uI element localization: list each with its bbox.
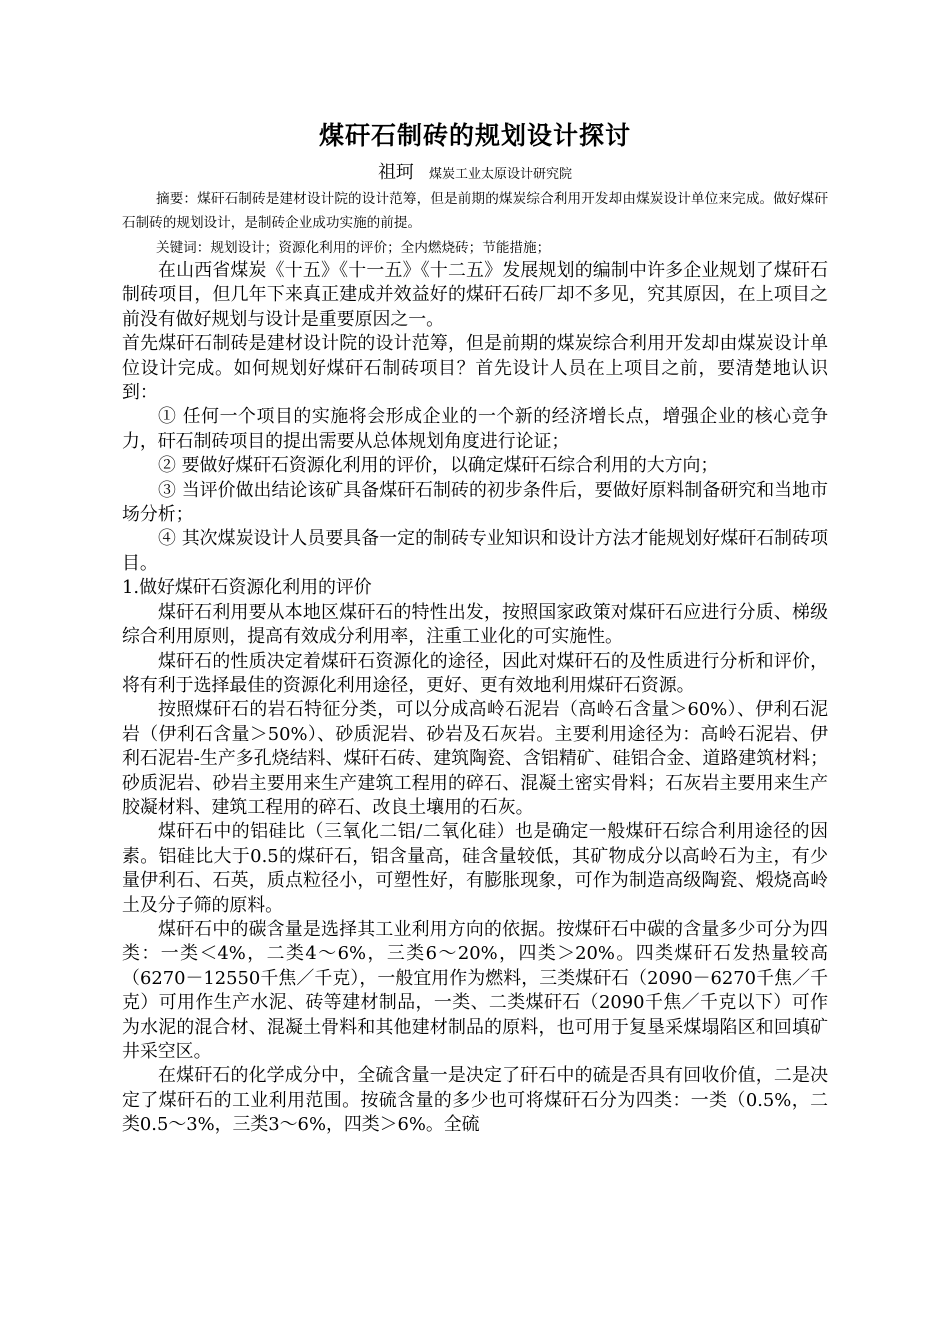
paragraph: 按照煤矸石的岩石特征分类，可以分成高岭石泥岩（高岭石含量＞60%）、伊利石泥岩（伊利石含量＞50%）、砂质泥岩、砂岩及石灰岩。主要利用途径为：高岭石泥岩、伊利石泥岩-生产多孔烧结料、煤矸石砖、建筑陶瓷、含铝精矿、硅铝合金、道路建筑材料；砂质泥岩、砂岩主要用来生产建筑工程用的碎石、混凝土密实骨料；石灰岩主要用来生产胶凝材料、建筑工程用的碎石、改良土壤用的石灰。 (122, 699, 828, 818)
abstract: 摘要：煤矸石制砖是建材设计院的设计范筹，但是前期的煤炭综合利用开发却由煤炭设计单位来完成。做好煤矸石制砖的规划设计，是制砖企业成功实施的前提。 (122, 191, 828, 231)
list-item: ④ 其次煤炭设计人员要具备一定的制砖专业知识和设计方法才能规划好煤矸石制砖项目。 (122, 528, 828, 574)
paragraph: 煤矸石的性质决定着煤矸石资源化的途径，因此对煤矸石的及性质进行分析和评价，将有利于选择最佳的资源化利用途径，更好、更有效地利用煤矸石资源。 (122, 650, 828, 696)
author-affiliation: 煤炭工业太原设计研究院 (429, 167, 573, 182)
paragraph: 煤矸石中的碳含量是选择其工业利用方向的依据。按煤矸石中碳的含量多少可分为四类：一类＜4%，二类4～6%，三类6～20%，四类＞20%。四类煤矸石发热量较高（6270－12550千焦／千克），一般宜用作为燃料，三类煤矸石（2090－6270千焦／千克）可用作生产水泥、砖等建材制品，一类、二类煤矸石（2090千焦／千克以下）可作为水泥的混合材、混凝土骨料和其他建材制品的原料，也可用于复垦采煤塌陷区和回填矿井采空区。 (122, 918, 828, 1062)
body-text (122, 259, 828, 1138)
paragraph: 在煤矸石的化学成分中，全硫含量一是决定了矸石中的硫是否具有回收价值，二是决定了煤矸石的工业利用范围。按硫含量的多少也可将煤矸石分为四类：一类（0.5%，二类0.5～3%，三类3～6%，四类＞6%。全硫 (122, 1065, 828, 1136)
keywords: 关键词：规划设计；资源化利用的评价；全内燃烧砖；节能措施； (156, 240, 551, 256)
list-item: ③ 当评价做出结论该矿具备煤矸石制砖的初步条件后，要做好原料制备研究和当地市场分析； (122, 479, 828, 526)
section-heading: 1.做好煤矸石资源化利用的评价 (122, 577, 372, 599)
paragraph: 在山西省煤炭《十五》《十一五》《十二五》发展规划的编制中许多企业规划了煤矸石制砖项目，但几年下来真正建成并效益好的煤矸石砖厂却不多见，究其原因，在上项目之前没有做好规划与设计是重要原因之一。 (122, 260, 828, 330)
list-item: ② 要做好煤矸石资源化利用的评价，以确定煤矸石综合利用的大方向； (158, 455, 719, 477)
paragraph: 煤矸石中的铝硅比（三氧化二铝/二氧化硅）也是确定一般煤矸石综合利用途径的因素。铝硅比大于0.5的煤矸石，铝含量高，硅含量较低，其矿物成分以高岭石为主，有少量伊利石、石英，质点粒径小，可塑性好，有膨胀现象，可作为制造高级陶瓷、煅烧高岭土及分子筛的原料。 (122, 821, 828, 916)
list-item: ① 任何一个项目的实施将会形成企业的一个新的经济增长点，增强企业的核心竞争力，矸石制砖项目的提出需要从总体规划角度进行论证； (122, 406, 828, 452)
author-line (0, 161, 950, 187)
paragraph: 煤矸石利用要从本地区煤矸石的特性出发，按照国家政策对煤矸石应进行分质、梯级综合利用原则，提高有效成分利用率，注重工业化的可实施性。 (122, 601, 828, 648)
page-title: 煤矸石制砖的规划设计探讨 (318, 121, 631, 150)
paragraph: 首先煤矸石制砖是建材设计院的设计范筹，但是前期的煤炭综合利用开发却由煤炭设计单位设计完成。如何规划好煤矸石制砖项目？首先设计人员在上项目之前，要清楚地认识到： (122, 333, 828, 404)
author-name: 祖珂 (377, 162, 414, 183)
